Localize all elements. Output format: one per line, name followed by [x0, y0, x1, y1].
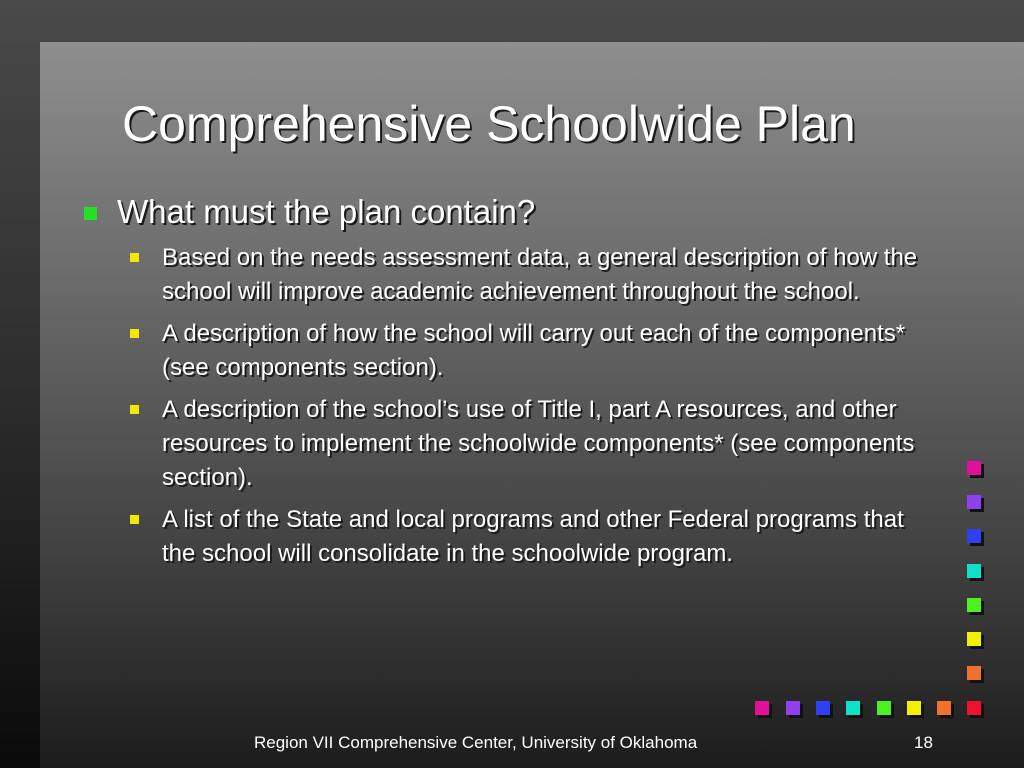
decor-square-horizontal: [907, 701, 921, 715]
slide-title: Comprehensive Schoolwide Plan: [122, 96, 856, 152]
decor-square-vertical: [967, 666, 981, 680]
decor-square-vertical: [967, 529, 981, 543]
decor-square-horizontal: [816, 701, 830, 715]
sub-bullet-text: A description of the school’s use of Title I, part A resources, and other resources to implement the schoolwide components* (see components section).: [162, 396, 915, 491]
main-bullet-text: What must the plan contain?: [117, 193, 536, 230]
decor-square-horizontal: [937, 701, 951, 715]
sub-bullet-marker: [130, 253, 139, 262]
decor-square-horizontal: [877, 701, 891, 715]
sub-bullet-item: [130, 393, 930, 495]
sub-bullet-text: Based on the needs assessment data, a general description of how the school will improve academic achievement throughout the school.: [162, 244, 918, 305]
sub-bullet-item: [130, 317, 930, 385]
sub-bullet-item: [130, 503, 930, 571]
decor-square-vertical: [967, 632, 981, 646]
sub-bullet-list: [130, 241, 930, 579]
decor-square-vertical: [967, 461, 981, 475]
decor-square-vertical: [967, 495, 981, 509]
decor-square-horizontal: [967, 701, 981, 715]
main-bullet-marker: [84, 207, 97, 220]
sub-bullet-text: A list of the State and local programs and other Federal programs that the school will consolidate in the schoolwide program.: [162, 506, 904, 567]
slide-number: 18: [914, 733, 933, 752]
sub-bullet-marker: [130, 515, 139, 524]
footer-organization: Region VII Comprehensive Center, University of Oklahoma: [254, 733, 698, 752]
sub-bullet-marker: [130, 405, 139, 414]
main-bullet: [84, 190, 535, 234]
sub-bullet-marker: [130, 329, 139, 338]
decor-square-vertical: [967, 598, 981, 612]
decor-square-horizontal: [786, 701, 800, 715]
decor-square-horizontal: [755, 701, 769, 715]
sub-bullet-item: [130, 241, 930, 309]
sub-bullet-text: A description of how the school will carry out each of the components* (see components section).: [162, 320, 906, 381]
decor-square-horizontal: [846, 701, 860, 715]
decor-square-vertical: [967, 564, 981, 578]
